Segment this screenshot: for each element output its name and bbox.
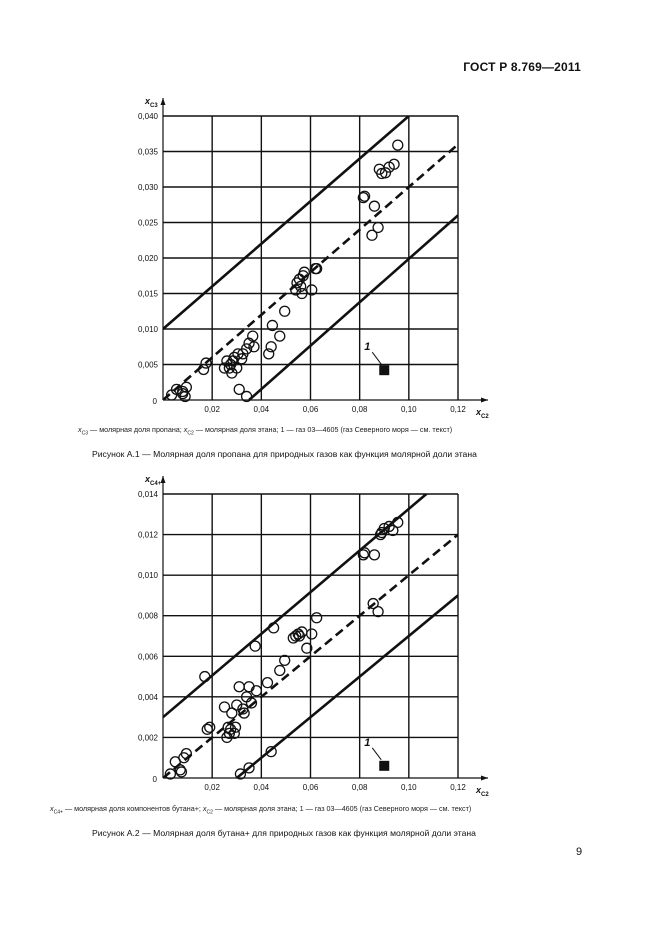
legend1-text2: — молярная доля этана; (193, 425, 281, 434)
chart2-y-tick-label: 0,002 (137, 733, 158, 743)
chart2-data-point (205, 722, 215, 732)
chart1-x-tick-label: 0,02 (204, 405, 220, 414)
chart2-data-point (307, 629, 317, 639)
chart1-origin-label: 0 (152, 397, 157, 406)
chart2-data-point (312, 613, 322, 623)
chart1-y-tick-label: 0,005 (137, 360, 158, 370)
chart2-x-axis-label: x (476, 785, 482, 795)
chart1-x-tick-label: 0,04 (253, 405, 270, 414)
chart2-point-label-leader (372, 748, 381, 760)
legend2-var1-sub: C4+ (53, 809, 63, 816)
chart1-data-point (280, 306, 290, 316)
chart1-y-tick-label: 0,020 (137, 254, 158, 263)
chart1-y-tick-label: 0,030 (137, 183, 158, 192)
chart1-grid (163, 116, 458, 400)
chart1-y-tick-label: 0,040 (137, 112, 158, 121)
chart2-data-point (262, 678, 272, 688)
chart2-x-tick-label: 0,02 (204, 783, 220, 792)
chart1-point-label: 1 (364, 341, 371, 354)
legend2-text3: 1 — газ 03—4605 (газ Северного моря — см. текст) (299, 804, 472, 813)
chart2-y-tick-label: 0,008 (137, 611, 158, 621)
chart1-data-point (275, 331, 285, 341)
chart1-legend: $x_{C3}$ — молярная доля пропана; $x_{C2}$ — молярная доля этана; 1 — газ 03—4605 (газ Северного моря — см. текст) (78, 425, 453, 437)
chart2-y-tick-label: 0,012 (137, 530, 158, 540)
chart2-x-tick-label: 0,08 (351, 783, 368, 792)
legend1-var1-sub: C3 (81, 430, 89, 437)
chart2-data-point (234, 682, 244, 692)
chart2-origin-label: 0 (152, 775, 157, 784)
chart2-y-tick-label: 0,004 (137, 692, 158, 702)
chart1-x-tick-label: 0,12 (450, 405, 466, 414)
chart2-y-tick-label: 0,006 (137, 652, 158, 662)
chart2-y-axis-label-sub: C4+ (150, 481, 162, 487)
chart1-x-axis-label-sub: C2 (481, 414, 489, 420)
chart1-y-tick-label: 0,015 (137, 289, 158, 299)
chart1-y-tick-label: 0,025 (137, 218, 158, 228)
chart2-grid (163, 494, 458, 778)
legend2-var2-sub: C2 (206, 809, 213, 816)
chart2-data-point (275, 665, 285, 675)
chart1-gas-03-4605-point (379, 365, 389, 375)
chart2-y-axis-label: x (145, 474, 151, 484)
chart1-data-point (373, 222, 383, 232)
chart1-data-point (299, 267, 309, 277)
chart-propane-vs-ethane (0, 90, 661, 420)
figure-caption-a1: Рисунок А.1 — Молярная доля пропана для природных газов как функция молярной доли этана (92, 449, 477, 459)
chart2-legend: $x_{C4+}$ — молярная доля компонентов бутана+; $x_{C2}$ — молярная доля этана; 1 — газ 03—4605 (газ Северного моря — см. текст) (50, 804, 472, 816)
figure-caption-a2: Рисунок А.2 — Молярная доля бутана+ для природных газов как функция молярной доли этана (92, 828, 476, 838)
chart2-x-tick-label: 0,12 (450, 783, 466, 792)
chart2-x-tick-label: 0,06 (302, 783, 319, 792)
chart-butane-vs-ethane (0, 468, 661, 798)
chart2-y-tick-label: 0,014 (137, 490, 158, 499)
chart2-y-tick-label: 0,010 (137, 571, 158, 581)
chart1-point-label-leader (372, 352, 381, 364)
chart1-points (167, 140, 403, 401)
chart1-data-point (393, 140, 403, 150)
chart1-x-tick-label: 0,08 (351, 405, 368, 414)
chart2-gas-03-4605-point (379, 761, 389, 771)
legend2-text1: — молярная доля компонентов бутана+; (62, 804, 203, 813)
chart2-x-axis-label-sub: C2 (481, 792, 489, 798)
chart1-y-tick-label: 0,010 (137, 325, 158, 334)
legend2-text2: — молярная доля этана; (212, 804, 300, 813)
chart1-y-tick-label: 0,035 (137, 147, 158, 157)
chart1-x-axis-arrow (481, 398, 488, 403)
document-header: ГОСТ Р 8.769—2011 (463, 60, 581, 74)
page-number: 9 (576, 846, 583, 858)
chart2-data-point (369, 550, 379, 560)
legend1-var2-sub: C2 (187, 430, 194, 437)
chart1-y-axis-label-sub: C3 (150, 103, 158, 109)
chart2-x-tick-label: 0,04 (253, 783, 270, 792)
chart1-y-axis-label: x (145, 96, 151, 106)
chart1-x-axis-label: x (476, 407, 482, 417)
chart1-data-point (369, 201, 379, 211)
chart1-x-tick-label: 0,06 (302, 405, 319, 414)
legend1-text3: 1 — газ 03—4605 (газ Северного моря — см. текст) (280, 425, 453, 434)
chart2-point-label: 1 (364, 736, 371, 749)
chart2-x-axis-arrow (481, 776, 488, 781)
chart2-data-point (250, 641, 260, 651)
legend1-text1: — молярная доля пропана; (88, 425, 184, 434)
chart2-y-axis-arrow (161, 476, 166, 483)
chart1-x-tick-label: 0,10 (401, 405, 417, 414)
chart2-x-tick-label: 0,10 (401, 783, 417, 792)
chart1-y-axis-arrow (161, 98, 166, 105)
